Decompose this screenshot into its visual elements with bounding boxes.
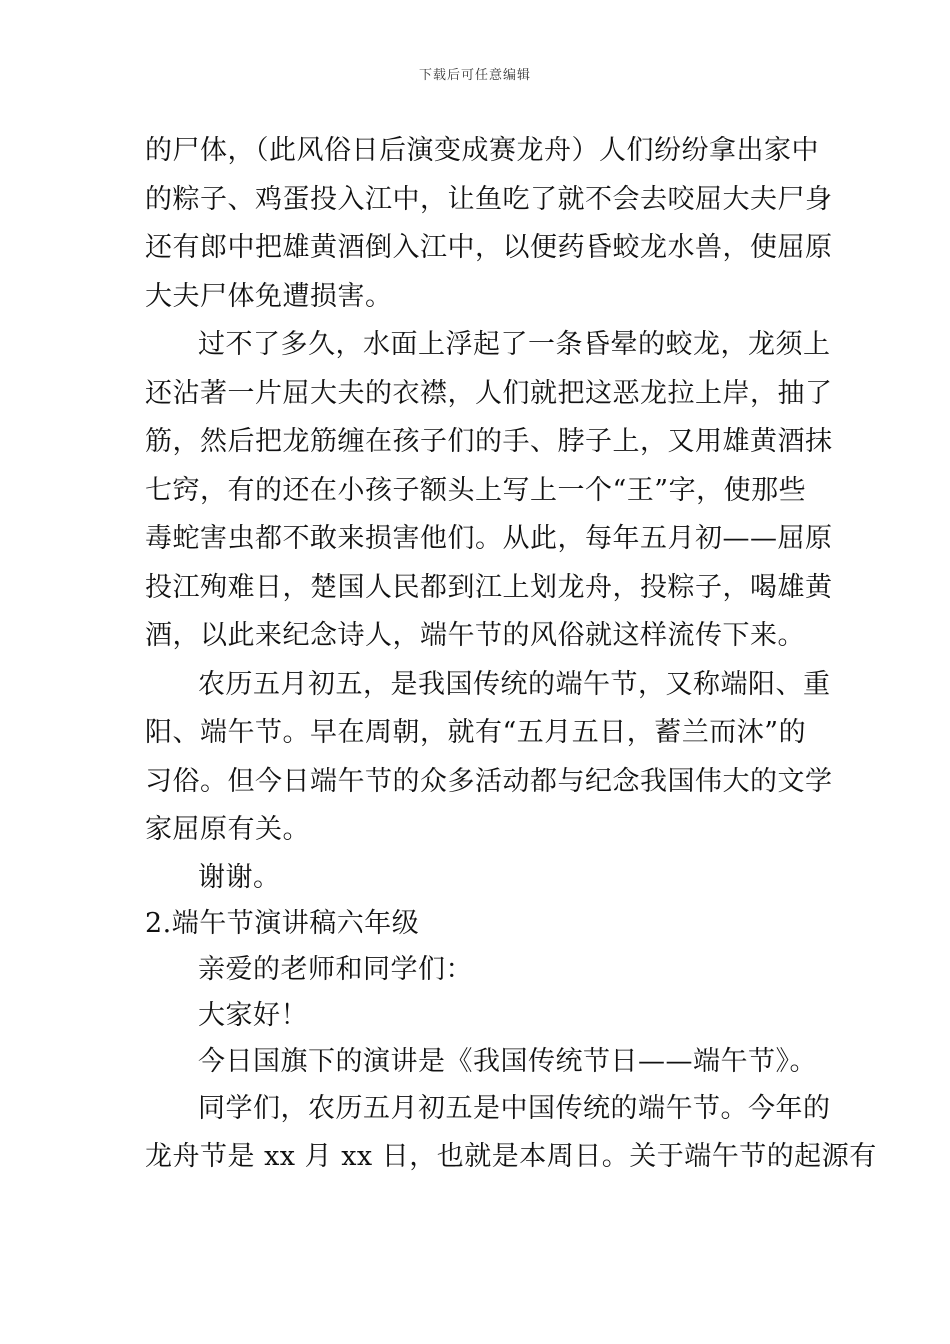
text-line: 毒蛇害虫都不敢来损害他们。从此，每年五月初——屈原	[145, 523, 833, 554]
greeting: 大家好！	[198, 999, 308, 1031]
salutation: 亲爱的老师和同学们：	[198, 953, 473, 985]
section-heading: 2.端午节演讲稿六年级	[145, 907, 420, 939]
text-line: 筋，然后把龙筋缠在孩子们的手、脖子上，又用雄黄酒抹	[145, 426, 833, 457]
text-line: 酒，以此来纪念诗人，端午节的风俗就这样流传下来。	[145, 620, 805, 651]
document-body	[145, 127, 877, 1182]
text-line: 七窍，有的还在小孩子额头上写上一个“王”字，使那些	[145, 474, 807, 506]
speech-title-line: 今日国旗下的演讲是《我国传统节日——端午节》。	[198, 1045, 817, 1077]
text-line: 习俗。但今日端午节的众多活动都与纪念我国伟大的文学	[145, 765, 833, 797]
text-line: 还沾著一片屈大夫的衣襟，人们就把这恶龙拉上岸，抽了	[145, 377, 833, 409]
text-line: 阳、端午节。早在周朝，就有“五月五日，蓄兰而沐”的	[145, 717, 807, 748]
text-line: 大夫尸体免遭损害。	[145, 280, 393, 312]
text-line: 的尸体，（此风俗日后演变成赛龙舟）人们纷纷拿出家中	[145, 135, 819, 166]
text-line: 龙舟节是 xx 月 xx 日，也就是本周日。关于端午节的起源有	[145, 1141, 877, 1172]
paragraph-first-line: 过不了多久，水面上浮起了一条昏晕的蛟龙，龙须上	[198, 329, 831, 360]
paragraph-first-line: 同学们，农历五月初五是中国传统的端午节。今年的	[198, 1092, 831, 1124]
text-line: 还有郎中把雄黄酒倒入江中，以便药昏蛟龙水兽，使屈原	[145, 232, 833, 263]
closing-thanks: 谢谢。	[198, 861, 281, 893]
text-line: 家屈原有关。	[145, 814, 310, 845]
paragraph-first-line: 农历五月初五，是我国传统的端午节，又称端阳、重	[198, 668, 831, 700]
text-line: 的粽子、鸡蛋投入江中，让鱼吃了就不会去咬屈大夫尸身	[145, 183, 833, 215]
text-line: 投江殉难日，楚国人民都到江上划龙舟，投粽子，喝雄黄	[145, 571, 833, 603]
page-header-note: 下载后可任意编辑	[418, 68, 531, 83]
